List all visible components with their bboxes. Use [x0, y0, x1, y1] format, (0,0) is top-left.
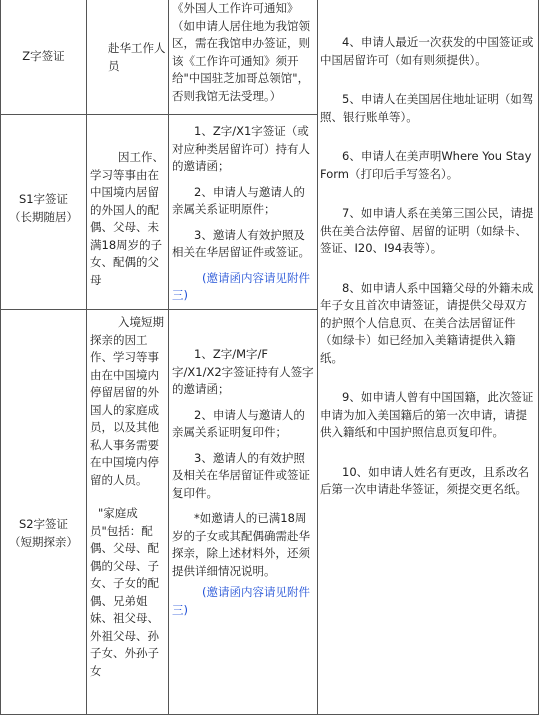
invitation-link[interactable]: (邀请函内容请见附件三) — [172, 270, 310, 302]
applicant-s1 — [90, 115, 166, 309]
visa-type-s1 — [1, 115, 86, 309]
visa-type-z — [1, 0, 86, 114]
family-member-note: "家庭成员"包括：配偶、父母、配偶的父母、子女、子女的配偶、兄弟姐妹、祖父母、外祖父母、孙子女、外孙子女 — [90, 506, 159, 678]
column-divider-1 — [86, 0, 87, 715]
invitation-link[interactable]: (邀请函内容请见附件三) — [172, 585, 310, 617]
general-notes — [320, 0, 536, 714]
visa-type-s2 — [1, 310, 86, 714]
column-divider-3 — [317, 0, 318, 715]
material-item: 2、申请人与邀请人的亲属关系证明原件； — [172, 184, 305, 216]
column-divider-2 — [168, 0, 169, 715]
material-item: 3、邀请人的有效护照及相关在华居留证件或签证复印件。 — [172, 450, 310, 500]
visa-type-label: Z字签证 — [22, 49, 65, 63]
materials-s2 — [172, 310, 315, 714]
applicant-text: 入境短期探亲的因工作、学习等事由在中国境内停留居留的外国人的家庭成员，以及其他私人事务需要在中国境内停留的人员。 — [90, 315, 164, 487]
applicant-z — [90, 0, 166, 114]
material-item: 《外国人工作许可通知》（如申请人居住地为我馆领区，需在我馆申办签证，则该《工作许可通知》须开给"中国驻芝加哥总领馆"，否则我馆无法受理。） — [172, 1, 310, 103]
note-item: 6、申请人在美声明Where You Stay Form（打印后手写签名）。 — [320, 149, 532, 181]
material-item: 2、申请人与邀请人的亲属关系证明复印件； — [172, 407, 305, 439]
note-item: 8、如申请人系中国籍父母的外籍未成年子女且首次申请签证，请提供父母双方的护照个人信息页、在美合法居留证件（如绿卡）如已经加入美籍请提供入籍纸。 — [320, 280, 534, 365]
materials-z — [172, 0, 314, 114]
note-item: 4、申请人最近一次获发的中国签证或中国居留许可（如有则须提供）。 — [320, 35, 534, 67]
visa-type-label: S1字签证 — [18, 192, 69, 206]
materials-s1 — [172, 115, 315, 309]
applicant-text: 因工作、学习等事由在中国境内居留的外国人的配偶、父母、未满18周岁的子女、配偶的父母 — [90, 150, 164, 287]
visa-type-sublabel: （长期随居） — [9, 209, 78, 224]
applicant-text: 赴华工作人员 — [108, 41, 166, 73]
material-item: 1、Z字/M字/F字/X1/X2字签证持有人签字的邀请函； — [172, 347, 314, 396]
material-item: *如邀请人的已满18周岁的子女或其配偶确需赴华探亲，除上述材料外，还须提供详细情况说明。 — [172, 511, 310, 578]
material-item: 1、Z字/X1字签证（或对应种类居留许可）持有人的邀请函； — [172, 124, 310, 173]
note-item: 5、申请人在美国居住地址证明（如驾照、银行账单等）。 — [320, 92, 534, 124]
applicant-s2 — [90, 310, 166, 714]
visa-type-label: S2字签证 — [18, 517, 69, 531]
visa-type-sublabel: （短期探亲） — [9, 534, 78, 549]
note-item: 9、如申请人曾有中国国籍，此次签证申请为加入美国籍后的第一次申请，请提供入籍纸和中国护照信息页复印件。 — [320, 390, 534, 439]
note-item: 10、如申请人姓名有更改，且系改名后第一次申请赴华签证，须提交更名纸。 — [320, 464, 530, 496]
note-item: 7、如申请人系在美第三国公民，请提供在美合法停留、居留的证明（如绿卡、签证、I20、I94表等）。 — [320, 206, 534, 255]
material-item: 3、邀请人有效护照及相关在华居留证件或签证。 — [172, 227, 310, 259]
